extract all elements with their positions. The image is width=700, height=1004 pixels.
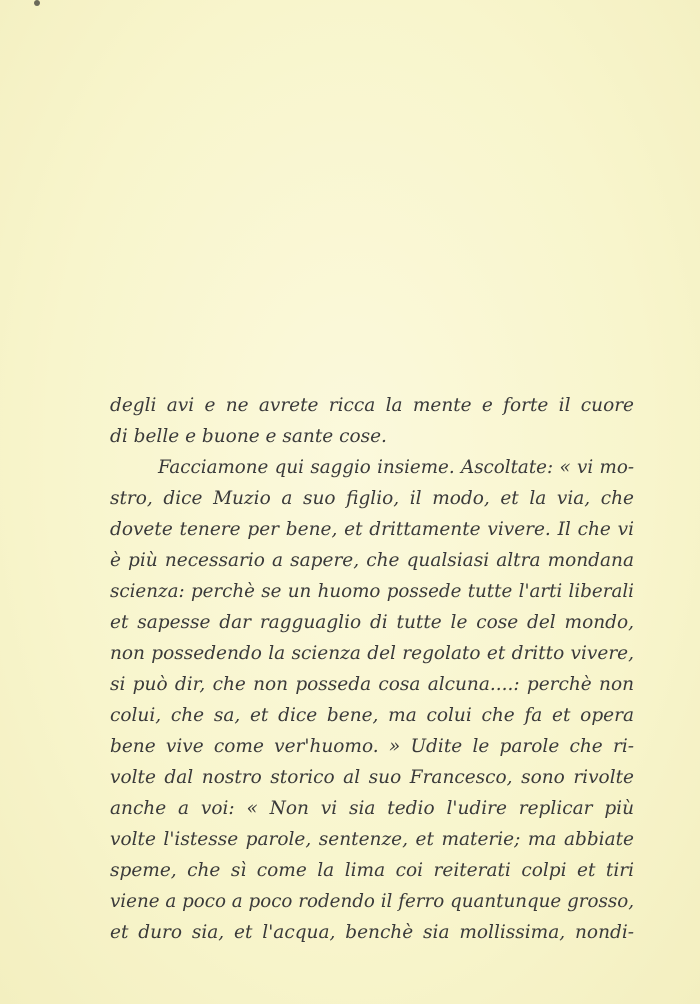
text-line: volte dal nostro storico al suo Francesco, sono rivolte xyxy=(110,767,634,788)
ink-dot-mark xyxy=(34,0,40,6)
text-line: dovete tenere per bene, et drittamente vivere. Il che vi xyxy=(110,519,634,540)
text-line: non possedendo la scienza del regolato et dritto vivere, xyxy=(110,643,634,664)
text-line: bene vive come ver'huomo. » Udite le parole che ri- xyxy=(110,736,634,757)
text-line: volte l'istesse parole, sentenze, et materie; ma abbiate xyxy=(110,829,634,850)
text-line: speme, che sì come la lima coi reiterati colpi et tiri xyxy=(110,860,634,881)
text-line: scienza: perchè se un huomo possede tutte l'arti liberali xyxy=(110,581,634,602)
text-line: colui, che sa, et dice bene, ma colui che fa et opera xyxy=(110,705,634,726)
body-text xyxy=(110,390,634,948)
text-line: viene a poco a poco rodendo il ferro quantunque grosso, xyxy=(110,891,634,912)
text-line: et duro sia, et l'acqua, benchè sia mollissima, nondi- xyxy=(110,922,634,943)
text-line: di belle e buone e sante cose. xyxy=(110,426,387,447)
text-line: stro, dice Muzio a suo figlio, il modo, et la via, che xyxy=(110,488,634,509)
text-line: Facciamone qui saggio insieme. Ascoltate: « vi mo- xyxy=(158,457,634,478)
text-line: degli avi e ne avrete ricca la mente e forte il cuore xyxy=(110,395,634,416)
text-line: è più necessario a sapere, che qualsiasi altra mondana xyxy=(110,550,634,571)
text-line: si può dir, che non posseda cosa alcuna....: perchè non xyxy=(110,674,634,695)
text-line: et sapesse dar ragguaglio di tutte le cose del mondo, xyxy=(110,612,634,633)
text-line: anche a voi: « Non vi sia tedio l'udire replicar più xyxy=(110,798,634,819)
